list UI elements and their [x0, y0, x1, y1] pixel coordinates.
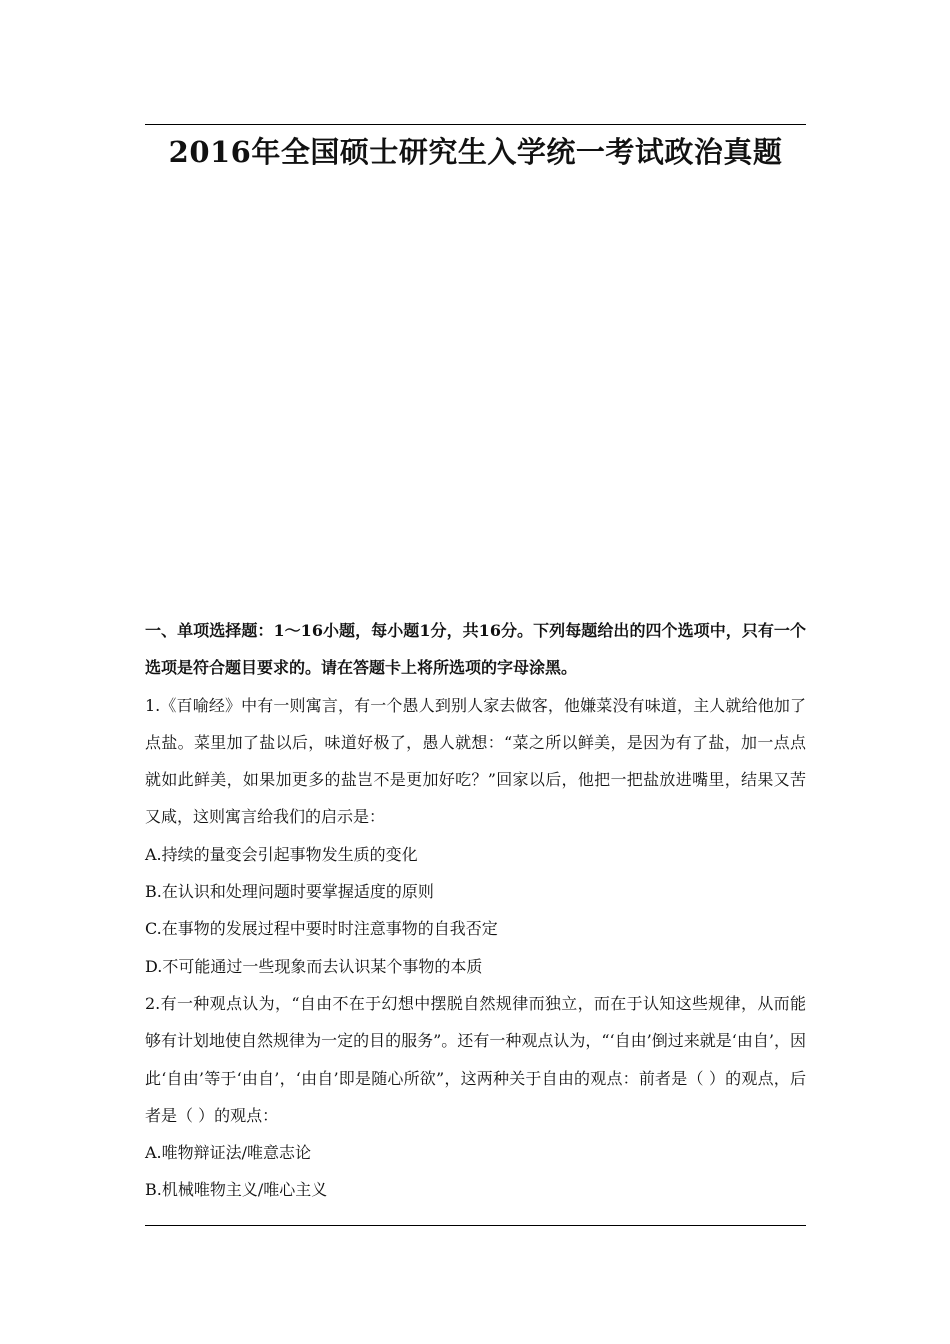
question-2: [145, 985, 806, 1209]
document-body: [145, 612, 806, 1209]
option-c: C.在事物的发展过程中要时时注意事物的自我否定: [145, 919, 498, 939]
option-b: B.在认识和处理问题时要掌握适度的原则: [145, 882, 434, 902]
option-b: B.机械唯物主义/唯心主义: [145, 1180, 328, 1200]
footer-rule: [145, 1225, 806, 1226]
page-title: 2016年全国硕士研究生入学统一考试政治真题: [168, 135, 783, 169]
header-rule: [145, 124, 806, 125]
option-d: D.不可能通过一些现象而去认识某个事物的本质: [145, 956, 483, 976]
question-stem: 1.《百喻经》中有一则寓言，有一个愚人到别人家去做客，他嫌菜没有味道，主人就给他加了点盐。菜里加了盐以后，味道好极了，愚人就想：“菜之所以鲜美，是因为有了盐，加一点点就如此鲜美，如果加更多的盐岂不是更加好吃？”回家以后，他把一把盐放进嘴里，结果又苦又咸，这则寓言给我们的启示是：: [145, 695, 806, 827]
section-heading: 一、单项选择题：1～16小题，每小题1分，共16分。下列每题给出的四个选项中，只有一个选项是符合题目要求的。请在答题卡上将所选项的字母涂黑。: [145, 621, 806, 678]
question-stem: 2.有一种观点认为，“自由不在于幻想中摆脱自然规律而独立，而在于认知这些规律，从而能够有计划地使自然规律为一定的目的服务”。还有一种观点认为，“‘自由’倒过来就是‘由自’，因此‘自由’等于‘由自’，‘由自’即是随心所欲”，这两种关于自由的观点：前者是（ ）的观点，后者是（ ）的观点：: [145, 993, 806, 1125]
option-a: A.持续的量变会引起事物发生质的变化: [145, 844, 418, 864]
option-a: A.唯物辩证法/唯意志论: [145, 1143, 312, 1163]
question-1: [145, 687, 806, 985]
